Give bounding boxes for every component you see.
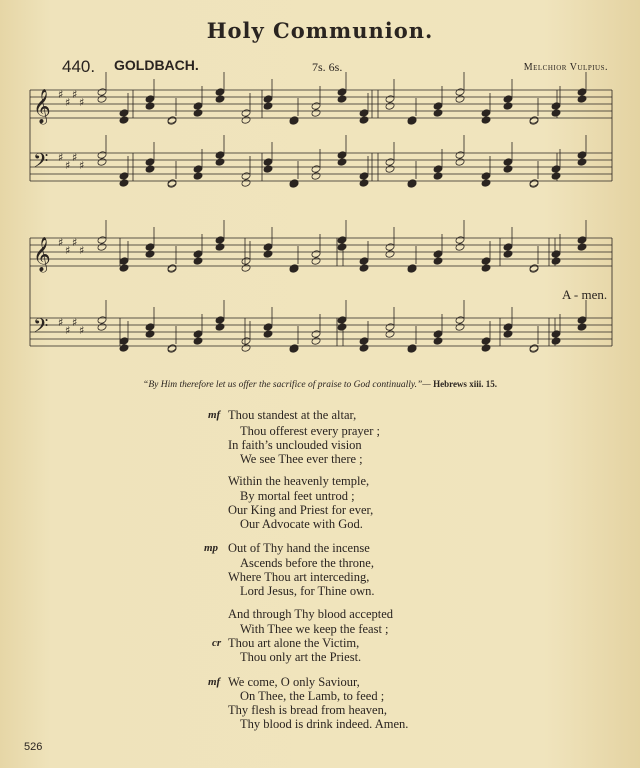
note-head [215,323,225,332]
note-head [337,88,347,97]
note-head [263,102,273,111]
note-head [551,102,561,111]
note-head [263,165,273,174]
note-head [241,264,251,273]
note-head [481,116,491,125]
note-head [97,243,107,252]
sharp-sign: ♯ [65,96,71,109]
note-head [551,109,561,118]
note-head [119,257,129,266]
meter: 7s. 6s. [312,60,343,74]
note-head [337,316,347,325]
note-head [455,323,465,332]
note-head [385,323,395,332]
scripture-text: “By Him therefore let us offer the sacrifice of praise to God continually.”— [143,380,431,390]
note-head [263,330,273,339]
sharp-sign: ♯ [58,151,64,164]
note-head [311,172,321,181]
note-head [263,250,273,259]
note-head [193,165,203,174]
scripture-quote [0,379,640,390]
note-head [337,243,347,252]
note-head [433,172,443,181]
note-head [145,250,155,259]
note-head [503,250,513,259]
dynamic-mark: cr [212,637,222,649]
note-head [215,243,225,252]
verse-line: Ascends before the throne, [240,556,374,570]
note-head [145,102,155,111]
sharp-sign: ♯ [72,316,78,329]
dynamic-mark: mf [208,676,221,688]
verse-line: Thou art alone the Victim, [228,636,360,650]
note-head [433,102,443,111]
verse-line: Within the heavenly temple, [228,474,370,488]
note-head [455,151,465,160]
note-head [311,165,321,174]
note-head [455,316,465,325]
page-number: 526 [24,741,43,753]
note-head [193,109,203,118]
verse-line: Thy flesh is bread from heaven, [228,703,387,717]
dynamic-mark: mf [208,409,221,421]
note-head [359,257,369,266]
note-head [119,337,129,346]
note-head [359,172,369,181]
note-head [241,179,251,188]
note-head [577,243,587,252]
note-head [503,95,513,104]
note-head [311,250,321,259]
sharp-sign: ♯ [72,236,78,249]
note-head [359,179,369,188]
note-head [481,344,491,353]
note-head [241,337,251,346]
note-head [193,250,203,259]
music-notation [0,0,640,370]
note-head [455,236,465,245]
note-head [119,179,129,188]
note-head [359,337,369,346]
note-head [481,172,491,181]
sharp-sign: ♯ [58,316,64,329]
section-title: Holy Communion. [206,18,434,43]
note-head [577,323,587,332]
dynamic-mark: mp [204,542,219,554]
note-head [311,337,321,346]
note-head [577,316,587,325]
note-head [551,337,561,346]
note-head [385,243,395,252]
note-head [503,165,513,174]
treble-clef: 𝄞 [33,89,51,124]
note-head [145,95,155,104]
note-head [97,151,107,160]
note-head [481,257,491,266]
note-head [577,151,587,160]
note-head [193,330,203,339]
verse-line: Our Advocate with God. [240,517,363,531]
note-head [145,243,155,252]
note-head [145,165,155,174]
note-head [193,337,203,346]
note-head [215,316,225,325]
note-head [551,330,561,339]
note-head [263,323,273,332]
sharp-sign: ♯ [79,96,85,109]
note-head [359,344,369,353]
note-head [241,344,251,353]
note-head [145,323,155,332]
note-head [433,257,443,266]
scripture-reference: Hebrews xiii. 15. [433,379,497,389]
note-head [577,236,587,245]
note-head [433,165,443,174]
note-head [263,243,273,252]
note-head [97,316,107,325]
note-head [337,151,347,160]
note-head [263,95,273,104]
note-head [455,88,465,97]
treble-clef: 𝄞 [33,237,51,272]
verse-line: Our King and Priest for ever, [228,503,374,517]
note-head [577,158,587,167]
verse-line: Thou standest at the altar, [228,408,357,422]
note-head [119,116,129,125]
note-head [577,88,587,97]
note-head [241,109,251,118]
sharp-sign: ♯ [79,324,85,337]
verse-line: On Thee, the Lamb, to feed ; [240,689,385,703]
note-head [215,158,225,167]
note-head [311,102,321,111]
note-head [359,109,369,118]
note-head [241,257,251,266]
note-head [215,95,225,104]
note-head [359,264,369,273]
note-head [193,172,203,181]
note-head [97,158,107,167]
note-head [433,330,443,339]
verse-line: Thou offerest every prayer ; [240,424,380,438]
note-head [215,151,225,160]
verse-line: Out of Thy hand the incense [228,541,370,555]
note-head [455,95,465,104]
note-head [385,102,395,111]
note-head [119,172,129,181]
sharp-sign: ♯ [65,159,71,172]
note-head [455,158,465,167]
verse-line: We see Thee ever there ; [240,452,363,466]
note-head [481,337,491,346]
sharp-sign: ♯ [79,159,85,172]
note-head [193,102,203,111]
note-head [503,323,513,332]
note-head [337,95,347,104]
note-head [551,165,561,174]
note-head [433,109,443,118]
note-head [215,88,225,97]
note-head [337,323,347,332]
note-head [481,179,491,188]
note-head [97,95,107,104]
sharp-sign: ♯ [58,88,64,101]
sharp-sign: ♯ [79,244,85,257]
verse-line: Lord Jesus, for Thine own. [240,584,375,598]
note-head [385,330,395,339]
note-head [97,323,107,332]
note-head [503,102,513,111]
note-head [311,330,321,339]
note-head [503,243,513,252]
sharp-sign: ♯ [58,236,64,249]
bass-clef: 𝄢 [33,149,49,177]
note-head [577,95,587,104]
sharp-sign: ♯ [65,324,71,337]
note-head [481,109,491,118]
note-head [481,264,491,273]
note-head [503,330,513,339]
note-head [311,257,321,266]
composer: Melchior Vulpius. [523,62,608,73]
note-head [433,250,443,259]
note-head [145,158,155,167]
sharp-sign: ♯ [72,151,78,164]
verse-line: Thy blood is drink indeed. Amen. [240,717,409,731]
note-head [119,109,129,118]
note-head [241,172,251,181]
verse-line: With Thee we keep the feast ; [240,622,389,636]
note-head [311,109,321,118]
note-head [385,158,395,167]
hymn-number: 440. [62,57,96,76]
verse-line: In faith’s unclouded vision [228,438,362,452]
note-head [385,250,395,259]
note-head [551,172,561,181]
amen-label: A - men. [562,287,608,302]
note-head [455,243,465,252]
sharp-sign: ♯ [65,244,71,257]
verse-line: Where Thou art interceding, [228,570,370,584]
tune-name: GOLDBACH. [114,57,199,73]
note-head [241,116,251,125]
verse-line: By mortal feet untrod ; [240,489,355,503]
note-head [551,257,561,266]
note-head [359,116,369,125]
note-head [503,158,513,167]
note-head [433,337,443,346]
note-head [119,344,129,353]
note-head [193,257,203,266]
note-head [97,88,107,97]
verse-line: And through Thy blood accepted [228,607,394,621]
note-head [385,165,395,174]
note-head [337,158,347,167]
verse-line: Thou only art the Priest. [240,650,362,664]
sharp-sign: ♯ [72,88,78,101]
note-head [145,330,155,339]
verse-line: We come, O only Saviour, [228,675,360,689]
note-head [337,236,347,245]
note-head [551,250,561,259]
note-head [97,236,107,245]
note-head [263,158,273,167]
bass-clef: 𝄢 [33,314,49,342]
note-head [215,236,225,245]
note-head [385,95,395,104]
note-head [119,264,129,273]
